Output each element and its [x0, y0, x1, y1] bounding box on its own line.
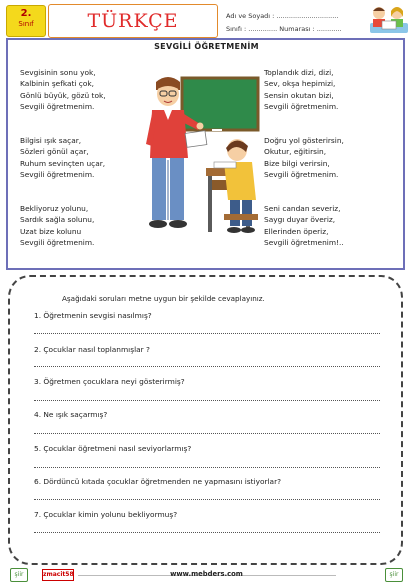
footer-site-link[interactable]: www.mebders.com [170, 570, 243, 578]
poem-line: Doğru yol gösterirsin, [264, 136, 344, 145]
footer-author-badge: zmacit58 [42, 569, 74, 581]
answer-line-6[interactable] [34, 499, 380, 500]
poem-line: Sardık sağla solunu, [20, 215, 95, 225]
poem-line: Sözleri gönül açar, [20, 147, 89, 157]
poem-line: Saygı duyar överiz, [264, 215, 336, 225]
question-2: 2. Çocuklar nasıl toplanmışlar ? [34, 345, 150, 354]
questions-instruction: Aşağıdaki soruları metne uygun bir şekilde cevaplayınız. [62, 294, 265, 303]
poem-left-stanza-1 [20, 67, 106, 112]
answer-line-3[interactable] [34, 400, 380, 401]
poem-line: Toplandık dizi, dizi, [264, 68, 334, 77]
footer-right-tag: şiir [385, 568, 403, 582]
question-7: 7. Çocuklar kimin yolunu bekliyormuş? [34, 510, 178, 519]
poem-left-stanza-3 [20, 203, 94, 248]
poem-line: Sev, okşa hepimizi, [264, 79, 336, 89]
poem-line: Uzat bize kolunu [20, 226, 82, 236]
poem-line: Sevgili öğretmenim. [20, 169, 95, 179]
question-1: 1. Öğretmenin sevgisi nasılmış? [34, 311, 152, 320]
question-3: 3. Öğretmen çocuklara neyi gösterirmiş? [34, 377, 185, 386]
poem-line: Sevgili öğretmenim. [264, 169, 339, 179]
grade-number: 2. [20, 8, 32, 19]
student-figure [206, 139, 258, 233]
poem-line: Bekliyoruz yolunu, [20, 204, 89, 213]
poem-line: Ellerinden öperiz, [264, 226, 329, 236]
question-6: 6. Dördüncü kıtada çocuklar öğretmenden ne yapmasını istiyorlar? [34, 477, 282, 486]
answer-line-5[interactable] [34, 467, 380, 468]
poem-line: Bilgisi ışık saçar, [20, 136, 82, 145]
poem-line: Sevgili öğretmenim. [264, 101, 339, 111]
poem-line: Sevgili öğretmenim. [20, 101, 95, 111]
subject-title: TÜRKÇE [87, 10, 179, 32]
footer-left-tag: şiir [10, 568, 28, 582]
poem-line: Sensin okutan bizi, [264, 90, 334, 100]
grade-label: Sınıf [18, 20, 34, 28]
poem-left-stanza-2 [20, 135, 105, 180]
poem-line: Sevgisinin sonu yok, [20, 68, 96, 77]
subject-title-box [48, 4, 218, 38]
poem-right-stanza-2 [264, 135, 344, 180]
answer-line-7[interactable] [34, 532, 380, 533]
name-field[interactable]: Adı ve Soyadı : .............................. [226, 12, 339, 20]
teacher-student-illustration [142, 74, 260, 240]
question-4: 4. Ne ışık saçarmış? [34, 410, 108, 419]
poem-title: SEVGİLİ ÖĞRETMENİM [154, 42, 259, 51]
poem-line: Gönlü büyük, gözü tok, [20, 90, 106, 100]
poem-line: Bize bilgi verirsin, [264, 158, 330, 168]
children-reading-icon [368, 3, 410, 37]
answer-line-4[interactable] [34, 433, 380, 434]
answer-line-1[interactable] [34, 333, 380, 334]
poem-line: Seni candan severiz, [264, 204, 341, 213]
poem-line: Okutur, eğitirsin, [264, 147, 327, 157]
poem-line: Kalbinin şefkati çok, [20, 79, 95, 89]
poem-right-stanza-1 [264, 67, 338, 112]
class-number-field[interactable]: Sınıfı : .............. Numarası : ............ [226, 25, 342, 33]
poem-right-stanza-3 [264, 203, 344, 248]
poem-line: Sevgili öğretmenim. [20, 237, 95, 247]
question-5: 5. Çocuklar öğretmeni nasıl seviyorlarmış? [34, 444, 192, 453]
poem-line: Sevgili öğretmenim!.. [264, 237, 344, 247]
answer-line-2[interactable] [34, 366, 380, 367]
grade-badge [6, 5, 46, 37]
poem-line: Ruhum sevinçten uçar, [20, 158, 106, 168]
